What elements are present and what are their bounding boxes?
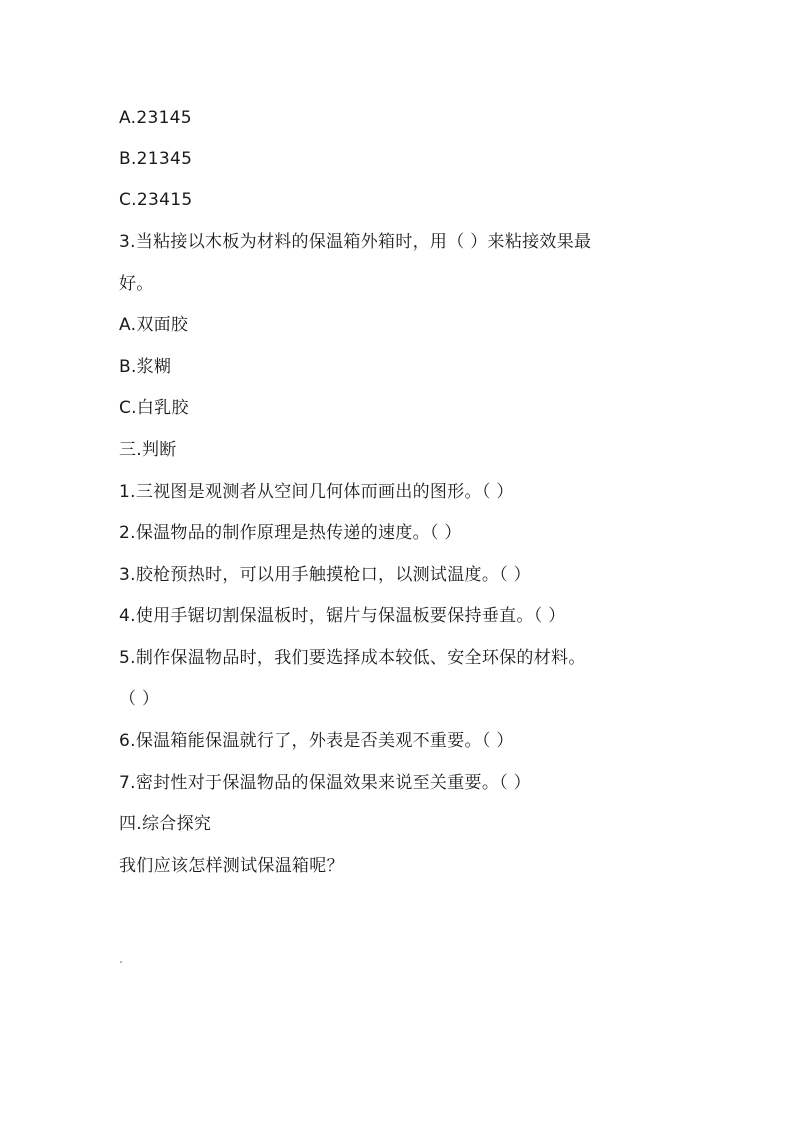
option-a-double-sided-tape: A.双面胶	[119, 315, 189, 335]
option-b-sequence: B.21345	[119, 149, 193, 169]
comprehensive-question: 我们应该怎样测试保温箱呢？	[119, 856, 344, 876]
judgment-item-4: 4.使用手锯切割保温板时，锯片与保温板要保持垂直。（ ）	[119, 606, 566, 626]
judgment-item-2: 2.保温物品的制作原理是热传递的速度。（ ）	[119, 523, 462, 543]
section-heading-judgment: 三.判断	[119, 440, 177, 460]
judgment-item-1: 1.三视图是观测者从空间几何体而画出的图形。（ ）	[119, 482, 514, 502]
question-3-line-1: 3.当粘接以木板为材料的保温箱外箱时，用（ ）来粘接效果最	[119, 232, 592, 252]
judgment-item-7: 7.密封性对于保温物品的保温效果来说至关重要。（ ）	[119, 773, 531, 793]
judgment-item-3: 3.胶枪预热时，可以用手触摸枪口，以测试温度。（ ）	[119, 565, 531, 585]
option-c-white-glue: C.白乳胶	[119, 398, 189, 418]
judgment-item-5-line-1: 5.制作保温物品时，我们要选择成本较低、安全环保的材料。	[119, 648, 586, 668]
question-3-line-2: 好。	[119, 274, 154, 294]
section-heading-comprehensive: 四.综合探究	[119, 814, 212, 834]
option-b-paste: B.浆糊	[119, 357, 172, 377]
judgment-item-5-line-2: （ ）	[119, 689, 160, 709]
judgment-item-6: 6.保温箱能保温就行了，外表是否美观不重要。（ ）	[119, 731, 514, 751]
option-a-sequence: A.23145	[119, 108, 192, 128]
option-c-sequence: C.23415	[119, 190, 193, 210]
stray-mark	[120, 961, 122, 963]
